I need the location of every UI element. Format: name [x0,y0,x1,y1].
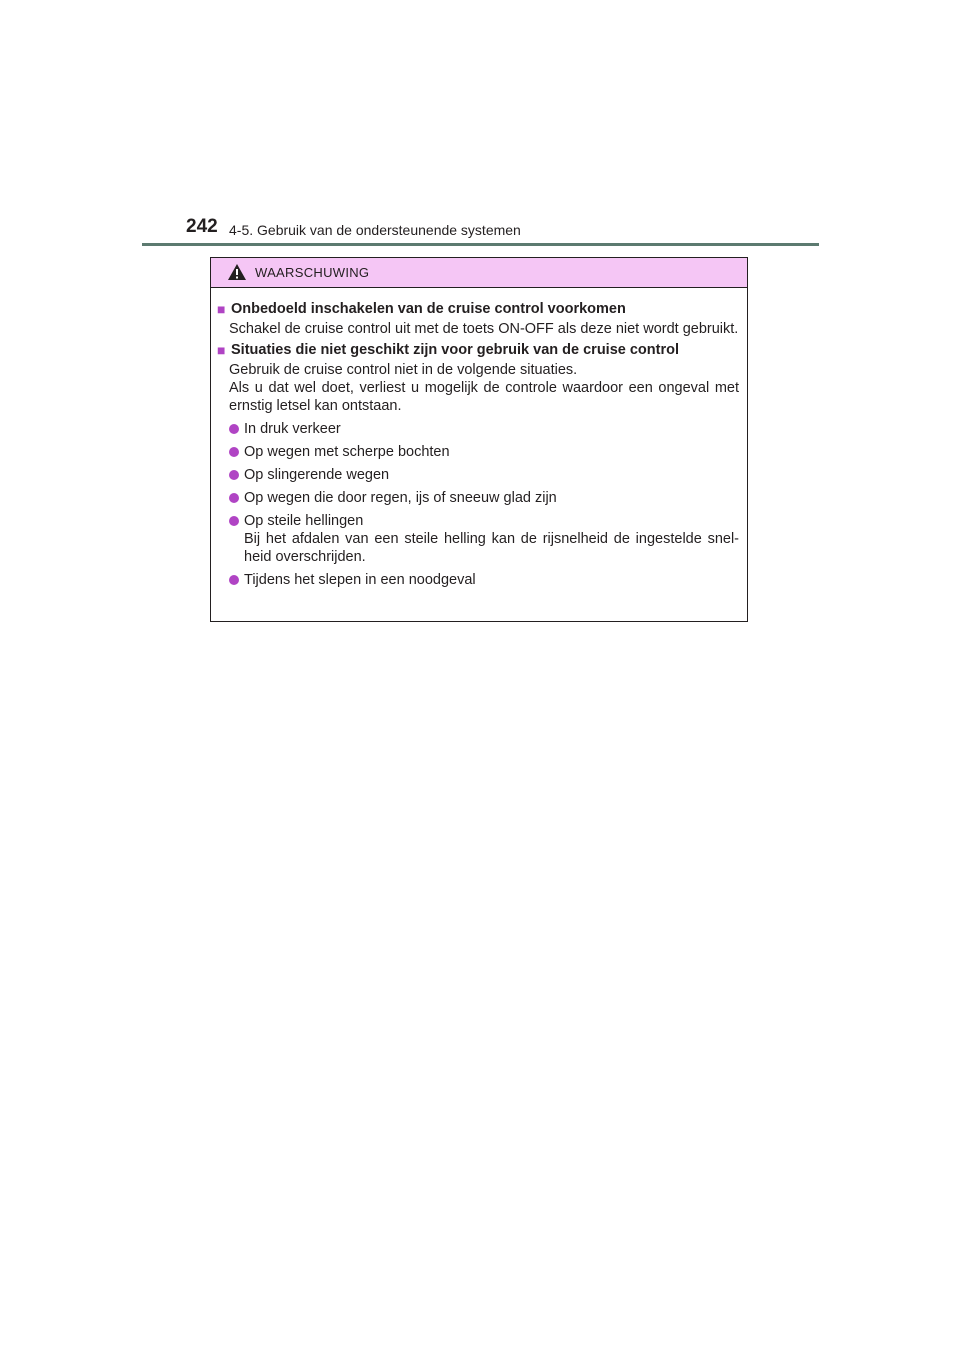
header-rule [142,243,819,246]
list-item-text: Tijdens het slepen in een noodgeval [244,572,476,588]
list-item [229,489,739,507]
topic-heading-text: Onbedoeld inschakelen van de cruise control voorkomen [231,301,626,317]
page-number: 242 [186,216,218,237]
warning-body [211,288,747,589]
topic-unsuitable-situations [217,341,739,589]
list-item [229,512,739,566]
list-item-title: Op steile hellingen [244,513,364,529]
bullet-dot-icon [229,516,239,526]
section-title: 4-5. Gebruik van de ondersteunende systemen [229,222,521,238]
bullet-dot-icon [229,447,239,457]
topic-text: Schakel de cruise control uit met de toets ON-OFF als deze niet wordt gebruikt. [229,321,739,337]
warning-triangle-icon [227,263,247,281]
topic-heading [217,300,739,318]
list-item-text: In druk verkeer [244,421,341,437]
list-item [229,420,739,438]
topic-accidental-activation [217,300,739,338]
warning-header [211,258,747,288]
list-item [229,571,739,589]
list-item [229,466,739,484]
bullet-dot-icon [229,493,239,503]
list-item-text [244,512,739,566]
topic-heading-text: Situaties die niet geschikt zijn voor gebruik van de cruise control [231,342,679,358]
warning-box [210,257,748,622]
topic-line: Als u dat wel doet, verliest u mogelijk de controle waardoor een ongeval met ernstig letsel kan ontstaan. [229,380,739,414]
bullet-dot-icon [229,575,239,585]
warning-title: WAARSCHUWING [255,265,370,280]
topic-heading [217,341,739,359]
list-item-text: Op slingerende wegen [244,467,390,483]
list-item-text: Op wegen die door regen, ijs of sneeuw glad zijn [244,490,557,506]
bullet-list [217,420,739,589]
list-item [229,443,739,461]
bullet-dot-icon [229,424,239,434]
square-bullet-icon: ■ [217,342,226,358]
topic-text [229,361,739,415]
list-item-detail: Bij het afdalen van een steile helling kan de rijsnelheid de ingestelde snel-heid overschrijden. [244,531,739,565]
square-bullet-icon: ■ [217,301,226,317]
bullet-dot-icon [229,470,239,480]
topic-line: Gebruik de cruise control niet in de volgende situaties. [229,362,578,378]
list-item-text: Op wegen met scherpe bochten [244,444,450,460]
